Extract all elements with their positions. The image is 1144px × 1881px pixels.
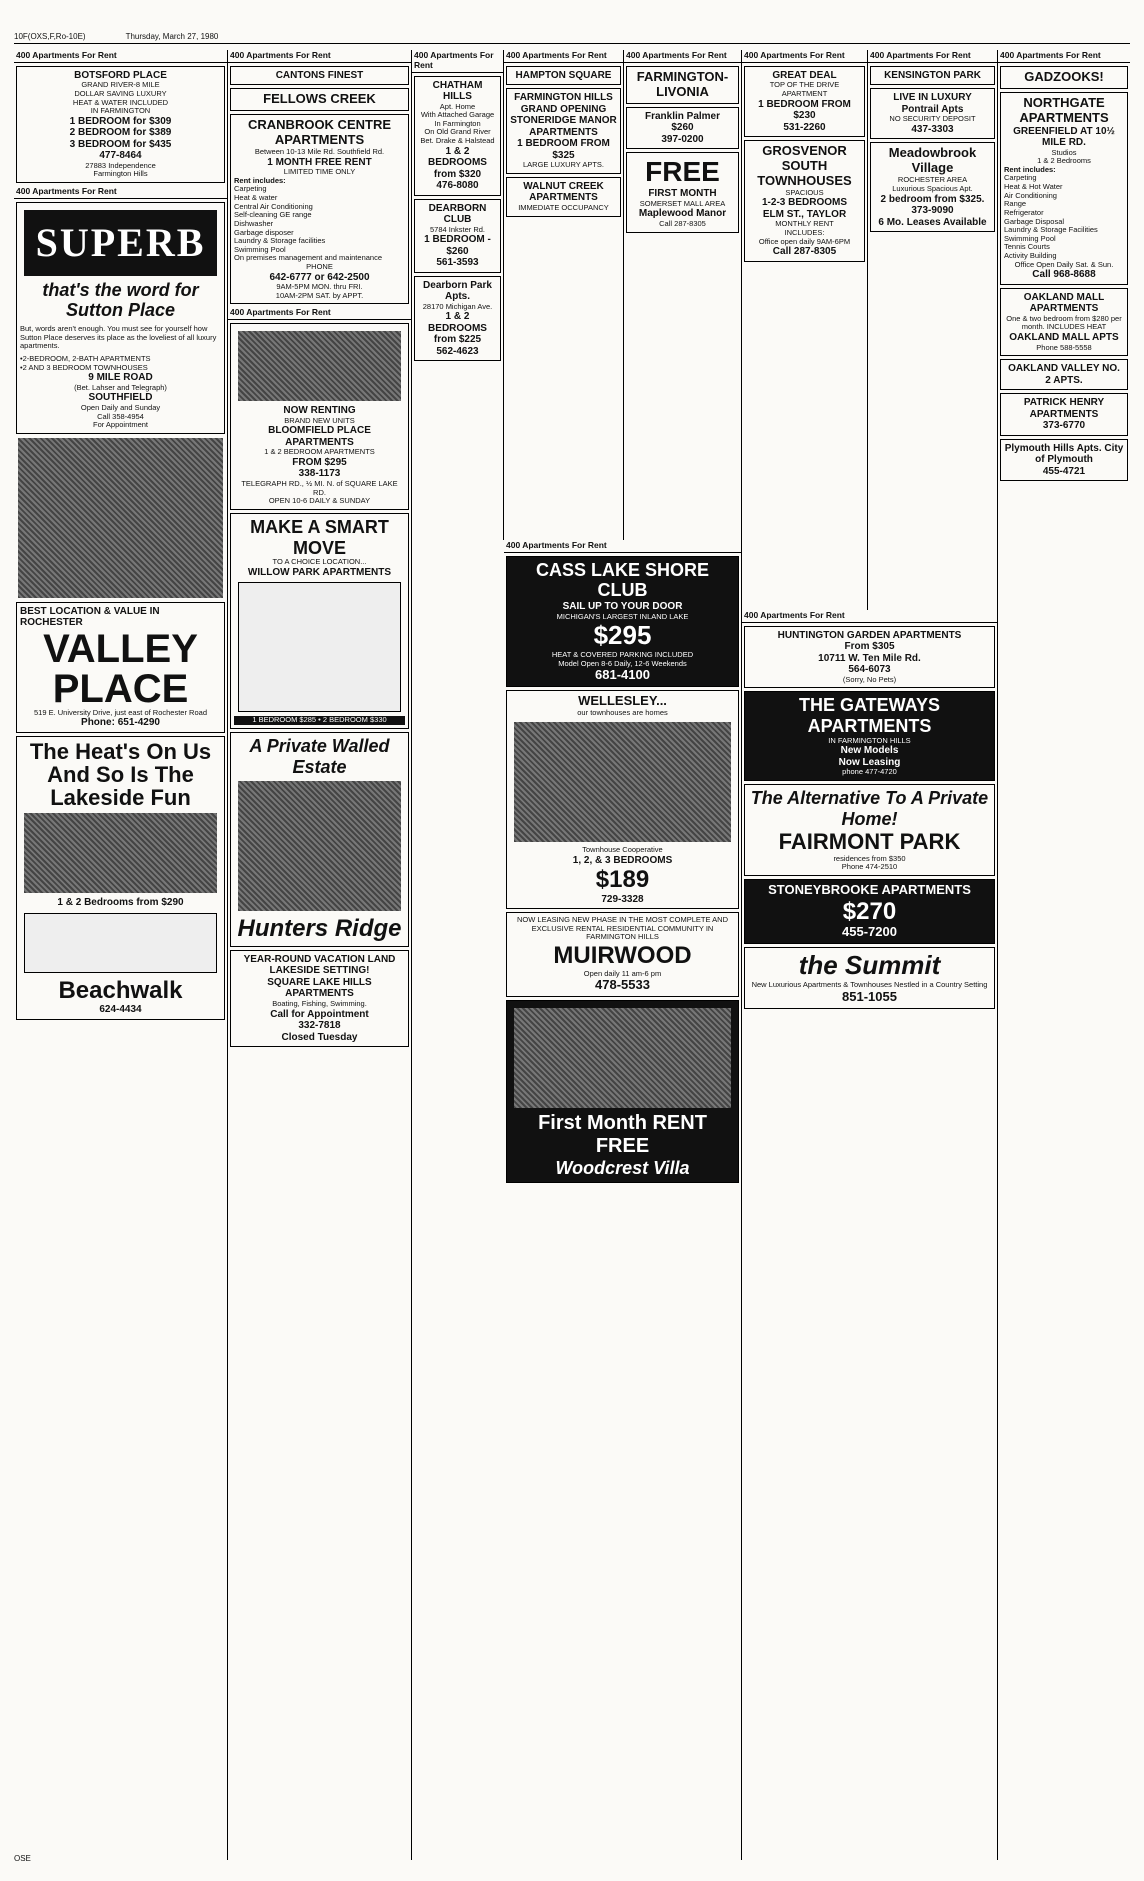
ad-logo: FAIRMONT PARK bbox=[778, 829, 961, 855]
dearborn-club-ad bbox=[414, 199, 501, 273]
ad-units: 1-2-3 BEDROOMS bbox=[761, 197, 847, 209]
ad-headline: New Luxurious Apartments & Townhouses Nestled in a Country Setting bbox=[751, 980, 988, 990]
ad-phone: 373-9090 bbox=[911, 205, 954, 217]
section-header: 400 Apartments For Rent bbox=[14, 50, 227, 63]
ad-headline: NOW LEASING NEW PHASE IN THE MOST COMPLETE AND EXCLUSIVE RENTAL RESIDENTIAL COMMUNITY IN FARMINGTON HILLS bbox=[516, 915, 728, 942]
ad-price: 2 BEDROOM for $389 bbox=[69, 127, 172, 139]
ad-price: 1 BEDROOM for $309 bbox=[69, 115, 172, 127]
section-header: 400 Apartments For Rent bbox=[228, 50, 411, 63]
ad-now: NOW RENTING bbox=[283, 405, 356, 417]
sutton-bullet: •2 AND 3 BEDROOM TOWNHOUSES bbox=[20, 362, 148, 372]
ad-title: Pontrail Apts bbox=[901, 103, 964, 115]
ad-sub: IN FARMINGTON HILLS bbox=[828, 735, 911, 745]
ad-line: In Farmington bbox=[434, 118, 481, 128]
hunters-ridge-ad bbox=[230, 732, 409, 947]
feature-item: Self-cleaning GE range bbox=[234, 210, 312, 220]
feature-item: Tennis Courts bbox=[1004, 242, 1050, 252]
ad-phone: 478-5533 bbox=[595, 977, 650, 993]
ad-phone: 561-3593 bbox=[436, 257, 479, 269]
page-number: 10F(OXS,F,Ro-10E) bbox=[14, 31, 86, 41]
ad-headline: MAKE A SMART MOVE bbox=[250, 516, 389, 558]
beachwalk-headline: The Heat's On Us And So Is The Lakeside Fun bbox=[29, 738, 212, 811]
valley-logo: VALLEY PLACE bbox=[43, 626, 198, 711]
ad-title: GREAT DEAL bbox=[772, 69, 837, 81]
ad-offer: 1 MONTH FREE RENT bbox=[267, 156, 372, 168]
sutton-city: SOUTHFIELD bbox=[88, 392, 153, 404]
ad-units: 1 & 2 BEDROOMS bbox=[428, 145, 487, 169]
ad-hours: 9AM-5PM MON. thru FRI. bbox=[276, 282, 363, 292]
sutton-body: But, words aren't enough. You must see for yourself how Sutton Place deserves its place as the loveliest of all luxury apartments. bbox=[20, 324, 217, 351]
feature-item: Central Air Conditioning bbox=[234, 201, 313, 211]
column-3 bbox=[412, 50, 504, 540]
ad-headline: FREE bbox=[645, 156, 720, 188]
ad-office: Office Open Daily Sat. & Sun. bbox=[1014, 259, 1114, 269]
sutton-cross: (Bet. Lahser and Telegraph) bbox=[74, 382, 167, 392]
ad-area: SOMERSET MALL AREA bbox=[639, 198, 726, 208]
feature-item: Heat & Hot Water bbox=[1004, 182, 1063, 192]
farmington-livonia-ad bbox=[626, 66, 739, 104]
stoneybrooke-ad bbox=[744, 879, 995, 944]
ad-phone: 531-2260 bbox=[783, 121, 826, 133]
ad-price: $270 bbox=[842, 897, 897, 925]
beachwalk-illustration bbox=[24, 813, 217, 893]
ad-sub: TO A CHOICE LOCATION... bbox=[272, 557, 367, 567]
feature-list bbox=[1004, 174, 1124, 260]
ad-pets: (Sorry, No Pets) bbox=[842, 674, 897, 684]
ad-headline: A Private Walled Estate bbox=[249, 735, 390, 777]
bloomfield-place-ad bbox=[230, 323, 409, 510]
ad-address: 10711 W. Ten Mile Rd. bbox=[818, 652, 921, 664]
section-header: 400 Apartments For Rent bbox=[14, 186, 227, 199]
ad-phone: Call 287-8305 bbox=[772, 246, 837, 258]
gadzooks-ad bbox=[1000, 66, 1128, 89]
ad-units: Studios bbox=[1051, 147, 1077, 157]
ad-price: $189 bbox=[595, 866, 650, 894]
ad-address: TELEGRAPH RD., ½ MI. N. of SQUARE LAKE RD. bbox=[241, 478, 398, 497]
ad-line: Bet. Drake & Halstead bbox=[420, 136, 495, 146]
walnut-creek-ad bbox=[506, 177, 621, 217]
feature-item: Laundry & Storage facilities bbox=[234, 236, 326, 246]
feature-item: Dishwasher bbox=[234, 218, 274, 228]
ad-phone: 455-7200 bbox=[842, 924, 897, 940]
franklin-palmer-ad bbox=[626, 107, 739, 150]
ad-phone: 332-7818 bbox=[298, 1020, 341, 1032]
chatham-hills-ad bbox=[414, 76, 501, 196]
ad-sub: NO SECURITY DEPOSIT bbox=[889, 114, 976, 124]
ad-includes: HEAT & COVERED PARKING INCLUDED bbox=[551, 650, 694, 660]
ad-title: Maplewood Manor bbox=[638, 208, 727, 220]
ad-activities: Boating, Fishing, Swimming. bbox=[272, 998, 367, 1008]
ad-title: WELLESLEY... bbox=[578, 693, 667, 709]
ad-logo: Hunters Ridge bbox=[237, 915, 402, 943]
ad-closed: Closed Tuesday bbox=[281, 1031, 358, 1043]
ad-title: PATRICK HENRY APARTMENTS bbox=[1023, 397, 1105, 420]
masthead bbox=[14, 30, 1130, 44]
ad-line: IN FARMINGTON bbox=[90, 106, 151, 116]
ad-logo: the Summit bbox=[798, 950, 941, 981]
gateways-ad bbox=[744, 691, 995, 781]
woodcrest-photo bbox=[514, 1008, 731, 1108]
ad-phone: 397-0200 bbox=[661, 133, 704, 145]
ad-open: Office open daily 9AM-6PM bbox=[758, 236, 851, 246]
ad-price: One & two bedroom from $280 per month. INCLUDES HEAT bbox=[1006, 313, 1122, 332]
ad-phone: 476-8080 bbox=[436, 180, 479, 192]
ad-headline: LIVE IN LUXURY bbox=[893, 92, 972, 104]
ad-title: FARMINGTON HILLS GRAND OPENING STONERIDGE MANOR APARTMENTS bbox=[510, 92, 617, 138]
cantons-ad bbox=[230, 66, 409, 86]
sutton-bullet: •2-BEDROOM, 2-BATH APARTMENTS bbox=[20, 354, 151, 364]
ad-lease: Now Leasing bbox=[838, 756, 901, 768]
ad-price: FROM $295 bbox=[292, 456, 347, 468]
section-header: 400 Apartments For Rent bbox=[742, 50, 867, 63]
ad-title: CHATHAM HILLS bbox=[432, 79, 483, 103]
ad-units: 1 & 2 Bedrooms bbox=[1037, 156, 1091, 166]
botsford-ad bbox=[16, 66, 225, 183]
ad-address: ELM ST., TAYLOR bbox=[762, 208, 847, 220]
superb-logo: SUPERB bbox=[24, 210, 217, 276]
column-5-lower bbox=[742, 610, 998, 1860]
photo-placeholder bbox=[18, 438, 223, 598]
ad-price: residences from $350 bbox=[833, 853, 906, 863]
rent-includes-label: Rent includes: bbox=[1004, 164, 1056, 174]
ad-line: GRAND RIVER-8 MILE bbox=[81, 80, 160, 90]
sutton-call: Call 358-4954 bbox=[97, 411, 144, 421]
feature-item: Refrigerator bbox=[1004, 207, 1044, 217]
feature-item: Heat & water bbox=[234, 193, 278, 203]
ad-title: KENSINGTON PARK bbox=[884, 69, 981, 81]
beachwalk-ad bbox=[16, 736, 225, 1020]
ad-hours: Model Open 8-6 Daily, 12-6 Weekends bbox=[558, 658, 687, 668]
feature-item: Range bbox=[1004, 199, 1027, 209]
ad-address: 27883 Independence bbox=[85, 160, 156, 170]
ad-city: Farmington Hills bbox=[93, 169, 148, 179]
ad-title: Meadowbrook Village bbox=[888, 145, 977, 176]
ad-sub: IMMEDIATE OCCUPANCY bbox=[518, 202, 609, 212]
ad-price: 1 BEDROOM FROM $230 bbox=[758, 98, 851, 122]
feature-item: Garbage disposer bbox=[234, 227, 294, 237]
ad-title: BOTSFORD PLACE bbox=[74, 69, 167, 81]
rent-includes-label: Rent includes: bbox=[234, 175, 286, 185]
ad-title: BLOOMFIELD PLACE APARTMENTS bbox=[268, 425, 371, 448]
ad-address: Between 10-13 Mile Rd. Southfield Rd. bbox=[254, 147, 385, 157]
ad-headline-sub: FIRST MONTH bbox=[648, 188, 717, 200]
phone-label: PHONE bbox=[306, 262, 333, 272]
ad-logo: Woodcrest Villa bbox=[555, 1158, 690, 1179]
beachwalk-logo: Beachwalk bbox=[58, 976, 183, 1004]
column-6 bbox=[742, 50, 868, 610]
wellesley-ad bbox=[506, 690, 739, 909]
ad-title: GADZOOKS! bbox=[1024, 68, 1104, 84]
beachwalk-phone: 624-4434 bbox=[99, 1004, 142, 1016]
ad-headline: SAIL UP TO YOUR DOOR bbox=[562, 601, 683, 613]
muirwood-ad bbox=[506, 912, 739, 997]
ad-price: $260 bbox=[671, 122, 694, 134]
ad-brand: BRAND NEW UNITS bbox=[284, 415, 355, 425]
feature-item: Air Conditioning bbox=[1004, 190, 1057, 200]
ad-price: 3 BEDROOM for $435 bbox=[69, 138, 172, 150]
ad-line: On Old Grand River bbox=[424, 127, 491, 137]
maplewood-manor-ad bbox=[626, 152, 739, 232]
grosvenor-south-ad bbox=[744, 140, 865, 262]
summit-ad bbox=[744, 947, 995, 1008]
ad-includes: INCLUDES: bbox=[784, 228, 825, 238]
ad-headline: The Alternative To A Private Home! bbox=[750, 788, 989, 829]
fellows-creek-ad bbox=[230, 88, 409, 111]
beachwalk-map bbox=[24, 913, 217, 973]
ad-title: CASS LAKE SHORE CLUB bbox=[535, 559, 710, 601]
ad-title: Dearborn Park Apts. bbox=[423, 279, 492, 303]
feature-list bbox=[234, 185, 405, 263]
ad-address: 5784 Inkster Rd. bbox=[429, 224, 486, 234]
ad-line: HEAT & WATER INCLUDED bbox=[72, 97, 169, 107]
ad-price: from $320 bbox=[433, 168, 482, 180]
ad-phone: 373-6770 bbox=[1042, 420, 1086, 432]
section-header: 400 Apartments For Rent bbox=[228, 307, 411, 320]
ad-offer-sub: LIMITED TIME ONLY bbox=[283, 167, 356, 177]
ad-sub: our townhouses are homes bbox=[577, 708, 668, 718]
oakland-mall-ad bbox=[1000, 288, 1128, 356]
column-4 bbox=[504, 50, 624, 540]
sutton-open: Open Daily and Sunday bbox=[80, 402, 161, 412]
woodcrest-villa-ad bbox=[506, 1000, 739, 1183]
ad-phone: Call 287-8305 bbox=[659, 218, 706, 228]
fairmont-park-ad bbox=[744, 784, 995, 876]
ad-open: Open daily 11 am-6 pm bbox=[583, 968, 662, 978]
footer-code: OSE bbox=[14, 1853, 31, 1863]
section-header: 400 Apartments For Rent bbox=[504, 540, 741, 553]
ad-line: DOLLAR SAVING LUXURY bbox=[74, 88, 167, 98]
ad-sub: SPACIOUS bbox=[785, 187, 824, 197]
kensington-park-ad bbox=[870, 66, 995, 86]
ad-title: HAMPTON SQUARE bbox=[515, 69, 612, 81]
hampton-square-ad bbox=[506, 66, 621, 86]
ad-sub: LAKESIDE SETTING! bbox=[269, 965, 370, 977]
ad-price: 1 BEDROOM - $260 bbox=[424, 234, 491, 257]
ad-phone: Phone 588-5558 bbox=[1036, 342, 1092, 352]
feature-item: Garbage Disposal bbox=[1004, 216, 1065, 226]
ad-phone: 681-4100 bbox=[595, 667, 650, 683]
ad-title: Franklin Palmer bbox=[644, 110, 721, 122]
column-7 bbox=[868, 50, 998, 610]
section-header: 400 Apartments For Rent bbox=[412, 50, 503, 73]
ad-phone: 437-3303 bbox=[911, 123, 954, 135]
huntington-garden-ad bbox=[744, 626, 995, 689]
ad-phone: Phone 474-2510 bbox=[841, 862, 898, 872]
feature-item: Swimming Pool bbox=[234, 244, 286, 254]
ad-sub: TOP OF THE DRIVE APARTMENT bbox=[769, 80, 840, 98]
ad-phone: 642-6777 or 642-2500 bbox=[269, 271, 370, 283]
ad-phone: 564-6073 bbox=[848, 664, 891, 676]
sutton-appt: For Appointment bbox=[92, 420, 149, 430]
ad-subtitle: OAKLAND MALL APTS bbox=[1009, 332, 1119, 344]
ad-phone: Call 968-8688 bbox=[1032, 269, 1096, 281]
ad-price: $295 bbox=[593, 620, 652, 651]
feature-item: Carpeting bbox=[234, 184, 267, 194]
ad-logo: MUIRWOOD bbox=[553, 942, 692, 969]
ad-units: 1 & 2 BEDROOM APARTMENTS bbox=[264, 447, 375, 457]
hunters-photo bbox=[238, 781, 401, 911]
feature-item: Swimming Pool bbox=[1004, 233, 1056, 243]
ad-units: 1, 2, & 3 BEDROOMS bbox=[572, 854, 673, 866]
ad-phone: 562-4623 bbox=[436, 345, 479, 357]
dearborn-park-ad bbox=[414, 276, 501, 362]
pontrail-ad bbox=[870, 88, 995, 139]
wellesley-photo bbox=[514, 722, 731, 842]
column-4-lower bbox=[504, 540, 742, 1860]
ad-units: 1 & 2 BEDROOMS bbox=[428, 311, 487, 334]
valley-phone: Phone: 651-4290 bbox=[81, 717, 160, 729]
square-lake-ad bbox=[230, 950, 409, 1047]
ad-headline: YEAR-ROUND VACATION LAND bbox=[243, 953, 396, 965]
ad-area: ROCHESTER AREA bbox=[897, 175, 968, 185]
ad-line: With Attached Garage bbox=[420, 110, 495, 120]
ad-headline: First Month RENT FREE bbox=[538, 1112, 707, 1158]
ad-title: THE GATEWAYS APARTMENTS bbox=[798, 695, 941, 737]
section-header: 400 Apartments For Rent bbox=[742, 610, 997, 623]
great-deal-ad bbox=[744, 66, 865, 137]
meadowbrook-village-ad bbox=[870, 142, 995, 232]
ad-open: OPEN 10-6 DAILY & SUNDAY bbox=[268, 496, 371, 506]
ad-title: STONEYBROOKE APARTMENTS bbox=[768, 881, 971, 897]
ad-lease: 6 Mo. Leases Available bbox=[878, 216, 987, 228]
ad-title: SQUARE LAKE HILLS APARTMENTS bbox=[267, 976, 372, 1000]
section-header: 400 Apartments For Rent bbox=[624, 50, 741, 63]
column-8 bbox=[998, 50, 1130, 1860]
ad-title: CRANBROOK CENTRE APARTMENTS bbox=[248, 117, 391, 148]
page-date: Thursday, March 27, 1980 bbox=[125, 31, 219, 41]
patrick-henry-ad bbox=[1000, 393, 1128, 436]
ad-rent: MONTHLY RENT bbox=[775, 219, 834, 229]
feature-item: On premises management and maintenance bbox=[234, 253, 383, 263]
plymouth-hills-ad bbox=[1000, 439, 1128, 482]
ad-phone: 851-1055 bbox=[842, 988, 897, 1004]
column-1 bbox=[14, 50, 228, 1860]
ad-title: Plymouth Hills Apts. City of Plymouth bbox=[1004, 442, 1124, 466]
willow-map bbox=[238, 582, 401, 712]
ad-hours: 10AM-2PM SAT. by APPT. bbox=[275, 290, 364, 300]
stoneridge-manor-ad bbox=[506, 88, 621, 174]
ad-title: FELLOWS CREEK bbox=[263, 91, 376, 107]
beachwalk-rent: 1 & 2 Bedrooms from $290 bbox=[57, 897, 184, 909]
section-header: 400 Apartments For Rent bbox=[868, 50, 997, 63]
ad-title: OAKLAND VALLEY NO. 2 APTS. bbox=[1008, 363, 1120, 386]
cass-lake-ad bbox=[506, 556, 739, 688]
ad-phone: 455-4721 bbox=[1042, 465, 1086, 477]
feature-item: Laundry & Storage Facilities bbox=[1004, 225, 1098, 235]
sutton-tagline: that's the word for Sutton Place bbox=[42, 279, 199, 321]
ad-title: WALNUT CREEK APARTMENTS bbox=[523, 180, 604, 204]
oakland-valley-ad bbox=[1000, 359, 1128, 390]
ad-phone: 477-8464 bbox=[99, 150, 142, 162]
ad-price: From $305 bbox=[844, 641, 895, 653]
ad-title: NORTHGATE APARTMENTS bbox=[1019, 94, 1109, 125]
ad-title: DEARBORN CLUB bbox=[428, 202, 487, 226]
ad-address: 28170 Michigan Ave. bbox=[422, 301, 493, 311]
ad-sub: MICHIGAN'S LARGEST INLAND LAKE bbox=[556, 611, 689, 621]
ad-prices: 1 BEDROOM $285 • 2 BEDROOM $330 bbox=[234, 716, 405, 725]
ad-price: from $225 bbox=[433, 334, 482, 346]
feature-item: Carpeting bbox=[1004, 173, 1037, 183]
ad-address: GREENFIELD AT 10½ MILE RD. bbox=[1013, 125, 1115, 149]
willow-park-ad bbox=[230, 513, 409, 729]
ad-new: New Models bbox=[840, 745, 899, 757]
valley-place-ad bbox=[16, 602, 225, 733]
section-header: 400 Apartments For Rent bbox=[504, 50, 623, 63]
couple-photo bbox=[238, 331, 401, 401]
ad-title: GROSVENOR SOUTH TOWNHOUSES bbox=[757, 143, 852, 188]
valley-address: 519 E. University Drive, just east of Rochester Road bbox=[34, 707, 207, 717]
ad-phone: phone 477-4720 bbox=[842, 767, 897, 777]
ad-price: 2 bedroom from $325. bbox=[880, 193, 985, 205]
sutton-place-ad bbox=[16, 202, 225, 434]
ad-phone: 729-3328 bbox=[601, 893, 644, 905]
ad-call: Call for Appointment bbox=[270, 1008, 369, 1020]
ad-phone: 338-1173 bbox=[298, 468, 341, 480]
ad-title: WILLOW PARK APARTMENTS bbox=[247, 566, 392, 578]
ad-title: FARMINGTON-LIVONIA bbox=[636, 68, 729, 99]
feature-item: Activity Building bbox=[1004, 251, 1057, 261]
column-5 bbox=[624, 50, 742, 540]
valley-headline: BEST LOCATION & VALUE IN ROCHESTER bbox=[20, 605, 160, 629]
sutton-road: 9 MILE ROAD bbox=[88, 372, 153, 384]
northgate-ad bbox=[1000, 92, 1128, 285]
ad-price: 1 BEDROOM FROM $325 bbox=[517, 138, 610, 161]
ad-title: HUNTINGTON GARDEN APARTMENTS bbox=[777, 629, 962, 641]
cranbrook-ad bbox=[230, 114, 409, 304]
ad-type: Townhouse Cooperative bbox=[582, 844, 663, 854]
ad-title: OAKLAND MALL APARTMENTS bbox=[1023, 291, 1105, 315]
ad-sub: Luxurious Spacious Apt. bbox=[892, 183, 973, 193]
ad-sub: LARGE LUXURY APTS. bbox=[522, 160, 604, 170]
column-2 bbox=[228, 50, 412, 1860]
ad-title: CANTONS FINEST bbox=[275, 69, 364, 81]
ad-line: Apt. Home bbox=[439, 101, 476, 111]
section-header: 400 Apartments For Rent bbox=[998, 50, 1130, 63]
